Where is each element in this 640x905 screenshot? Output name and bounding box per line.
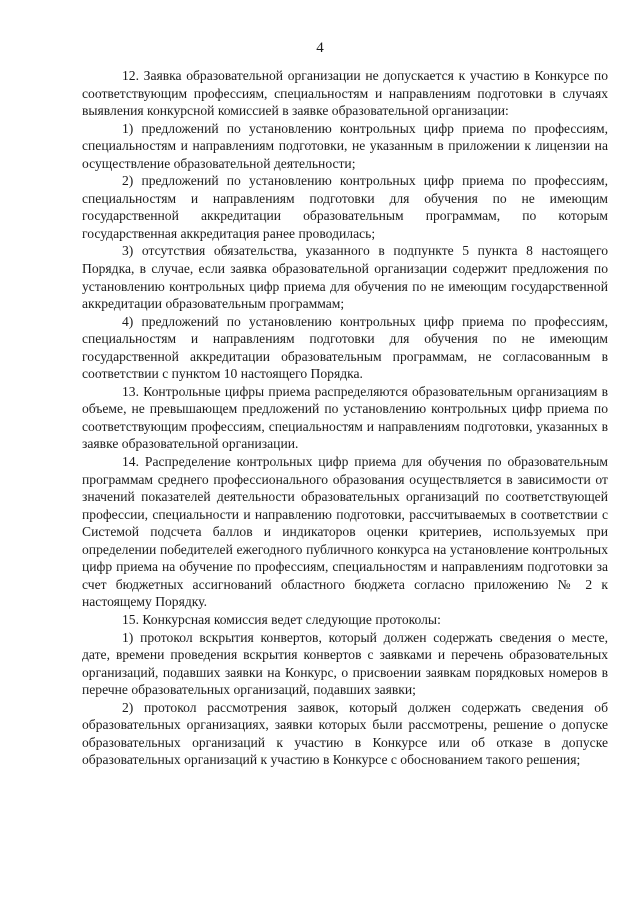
page-number: 4 xyxy=(316,40,324,56)
body-text xyxy=(82,67,608,769)
paragraph-12-item-2: 2) предложений по установлению контрольных цифр приема по профессиям, специальностям и направлениям подготовки для обучения по не имеющим государственной аккредитации образовательным программам, по которым государственная аккредитация ранее проводилась; xyxy=(82,173,608,241)
paragraph-12-item-1: 1) предложений по установлению контрольных цифр приема по профессиям, специальностям и направлениям подготовки, не указанным в приложении к лицензии на осуществление образовательной деятельности; xyxy=(82,120,608,171)
paragraph-12: 12. Заявка образовательной организации не допускается к участию в Конкурсе по соответствующим профессиям, специальностям и направлениям подготовки в случаях выявления конкурсной комиссией в заявке образовательной организации: xyxy=(82,68,608,119)
paragraph-15: 15. Конкурсная комиссия ведет следующие протоколы: xyxy=(122,611,441,627)
paragraph-13: 13. Контрольные цифры приема распределяются образовательным организациям в объеме, не превышающем предложений по установлению контрольных цифр приема по соответствующим профессиям, специальностям и направлениям подготовки, указанных в заявке образовательной организации. xyxy=(82,383,608,452)
paragraph-15-item-1: 1) протокол вскрытия конвертов, который должен содержать сведения о месте, дате, времени проведения вскрытия конвертов с заявками и перечень образовательных организаций, подавших заявки на Конкурс, о присвоении заявкам порядковых номеров в перечне образовательных организаций, подавших заявки; xyxy=(82,629,608,698)
paragraph-12-item-4: 4) предложений по установлению контрольных цифр приема по профессиям, специальностям и направлениям подготовки для обучения по не имеющим государственной аккредитации образовательным программам, не согласованным в соответствии с пунктом 10 настоящего Порядка. xyxy=(82,313,608,382)
paragraph-14: 14. Распределение контрольных цифр приема для обучения по образовательным программам среднего профессионального образования осуществляется в зависимости от значений показателей деятельности образовательных организаций по соответствующей профессии, специальности и направлению подготовки, рассчитываемых в соответствии с Системой подсчета баллов и индикаторов оценки критериев, используемых при определении победителей ежегодного публичного конкурса на установление контрольных цифр приема на обучение по профессиям, специальностям и направлениям подготовки за счет бюджетных ассигнований областного бюджета согласно приложению № 2 к настоящему Порядку. xyxy=(82,454,608,610)
paragraph-15-item-2: 2) протокол рассмотрения заявок, который должен содержать сведения об образовательных организациях, заявки которых были рассмотрены, решение о допуске образовательных организаций к участию в Конкурсе или об отказе в допуске образовательных организаций к участию в Конкурсе с обоснованием такого решения; xyxy=(82,699,608,768)
paragraph-12-item-3: 3) отсутствия обязательства, указанного в подпункте 5 пункта 8 настоящего Порядка, в случае, если заявка образовательной организации содержит предложения по установлению контрольных цифр приема для обучения по не имеющим государственной аккредитации образовательным программам; xyxy=(82,243,608,312)
